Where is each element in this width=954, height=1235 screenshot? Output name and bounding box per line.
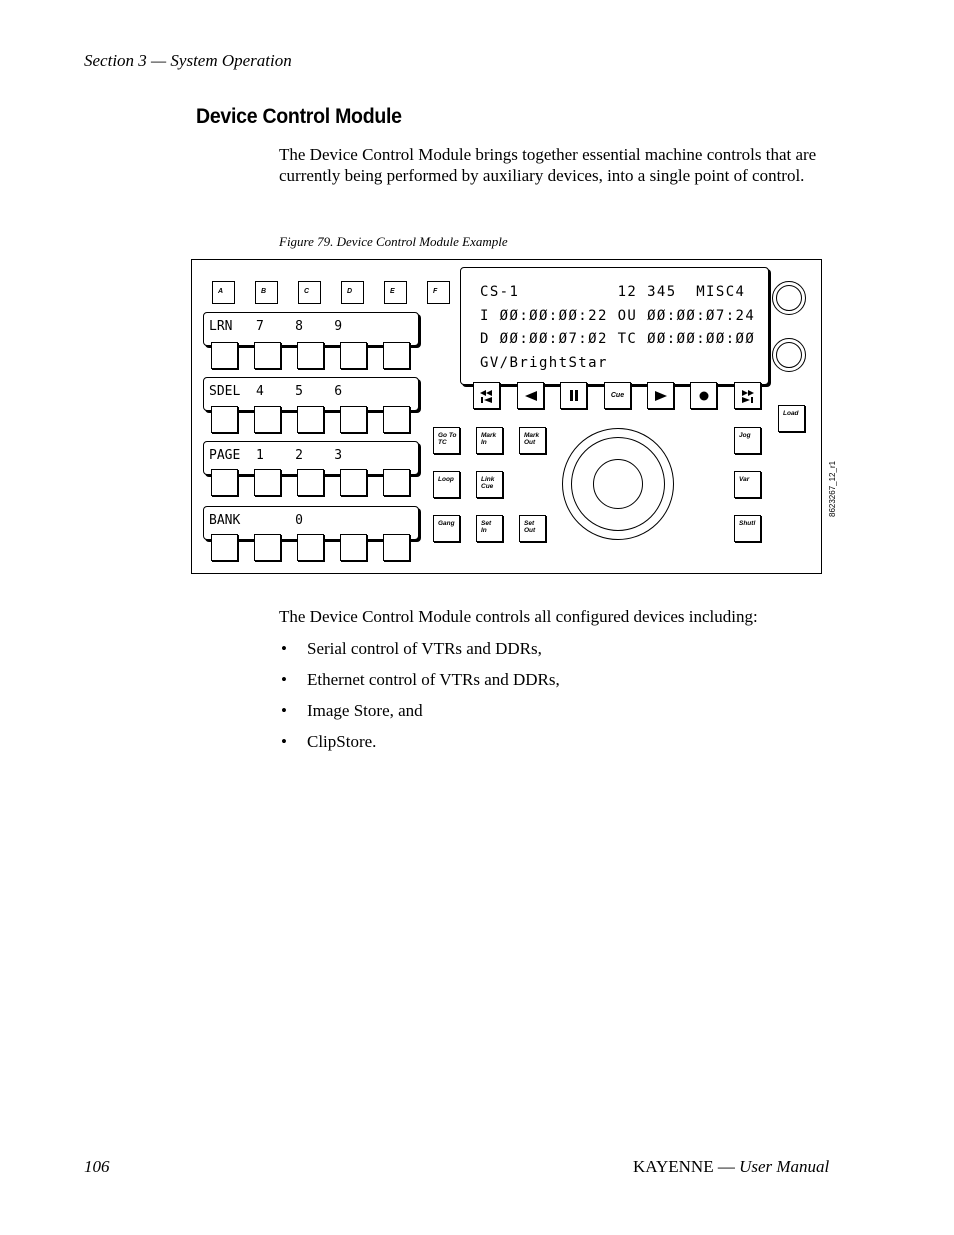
keypad-button[interactable] [254,469,281,496]
mark-in-label: Mark In [481,432,497,446]
rewind-to-start-button[interactable] [473,382,500,409]
mark-out-button[interactable] [519,427,546,454]
keypad-button[interactable] [297,406,324,433]
mark-in-button[interactable] [476,427,503,454]
knob-top-inner [776,285,802,311]
reverse-play-button[interactable] [517,382,544,409]
lcd-line-name: GV/BrightStar [480,355,608,371]
set-in-label: Set In [481,520,492,534]
gang-button[interactable] [433,515,460,542]
section-heading: Device Control Module [196,105,402,128]
device-control-module-figure [191,259,837,574]
figure-code: 8623267_12_r1 [828,460,837,517]
keypad-button[interactable] [297,534,324,561]
lcd-line-in-out: I ØØ:ØØ:ØØ:22 OU ØØ:ØØ:Ø7:24 [480,308,756,324]
button-b-label: B [261,288,267,295]
lcd-line-duration-tc: D ØØ:ØØ:Ø7:Ø2 TC ØØ:ØØ:ØØ:ØØ [480,331,756,347]
shuttle-button[interactable] [734,515,761,542]
button-d[interactable] [341,281,364,304]
keypad-button[interactable] [254,534,281,561]
play-button[interactable] [647,382,674,409]
reverse-play-icon [525,391,537,401]
keypad-button[interactable] [383,406,410,433]
keypad-button[interactable] [340,406,367,433]
var-button[interactable] [734,471,761,498]
rewind-to-start-icon [479,389,494,403]
knob-bottom[interactable] [772,338,806,372]
go-to-tc-label: Go To TC [438,432,457,446]
keypad-button[interactable] [254,342,281,369]
devices-lead-text: The Device Control Module controls all configured devices including: [279,607,758,626]
shuttle-label: Shutl [739,520,756,527]
strip-page-text: PAGE 1 2 3 [209,448,343,463]
load-button[interactable] [778,405,805,432]
keypad-button[interactable] [211,406,238,433]
lcd-display [460,267,769,385]
button-c[interactable] [298,281,321,304]
record-button[interactable] [690,382,717,409]
footer-title [633,1157,829,1177]
button-e-label: E [390,288,395,295]
keypad-button[interactable] [211,534,238,561]
link-cue-label: Link Cue [481,476,495,490]
keypad-button[interactable] [340,342,367,369]
strip-sdel-text: SDEL 4 5 6 [209,384,343,399]
keypad-button[interactable] [383,469,410,496]
keypad-button[interactable] [340,534,367,561]
load-label: Load [783,410,799,417]
list-item: • Image Store, and [279,701,560,732]
jog-wheel[interactable] [562,428,674,540]
button-b[interactable] [255,281,278,304]
list-item: • Serial control of VTRs and DDRs, [279,639,560,670]
fast-forward-to-end-button[interactable] [734,382,761,409]
play-icon [655,391,667,401]
var-label: Var [739,476,750,483]
list-item: • ClipStore. [279,732,560,763]
strip-lrn-text: LRN 7 8 9 [209,319,343,334]
gang-label: Gang [438,520,455,527]
button-a[interactable] [212,281,235,304]
keypad-button[interactable] [211,342,238,369]
keypad-button[interactable] [211,469,238,496]
strip-lrn [203,312,419,346]
knob-bottom-inner [776,342,802,368]
button-f-label: F [433,288,438,295]
keypad-button[interactable] [297,342,324,369]
pause-button[interactable] [560,382,587,409]
list-item: • Ethernet control of VTRs and DDRs, [279,670,560,701]
keypad-button[interactable] [383,534,410,561]
button-c-label: C [304,288,310,295]
button-d-label: D [347,288,353,295]
go-to-tc-button[interactable] [433,427,460,454]
button-f[interactable] [427,281,450,304]
jog-label: Jog [739,432,751,439]
cue-button[interactable] [604,382,631,409]
page-number: 106 [84,1157,110,1176]
fast-forward-to-end-icon [740,389,755,403]
keypad-button[interactable] [254,406,281,433]
loop-button[interactable] [433,471,460,498]
pause-icon [569,390,579,401]
set-out-button[interactable] [519,515,546,542]
keypad-button[interactable] [297,469,324,496]
manual-name: User Manual [739,1157,830,1176]
loop-label: Loop [438,476,454,483]
set-out-label: Set Out [524,520,536,534]
mark-out-label: Mark Out [524,432,540,446]
record-icon [699,391,709,401]
lcd-line-device: CS-1 12 345 MISC4 [480,284,746,300]
set-in-button[interactable] [476,515,503,542]
devices-list [279,639,560,763]
link-cue-button[interactable] [476,471,503,498]
jog-wheel-center [593,459,643,509]
keypad-button[interactable] [383,342,410,369]
cue-label: Cue [610,392,625,399]
button-e[interactable] [384,281,407,304]
jog-wheel-ring [571,437,665,531]
intro-paragraph: The Device Control Module brings together essential machine controls that are currently being performed by auxiliary devices, into a single point of control. [279,145,817,185]
figure-caption: Figure 79. Device Control Module Example [279,234,508,249]
keypad-button[interactable] [340,469,367,496]
knob-top[interactable] [772,281,806,315]
product-name: KAYENNE [633,1157,714,1176]
jog-button[interactable] [734,427,761,454]
strip-bank-text: BANK 0 [209,513,303,528]
button-a-label: A [218,288,224,295]
section-header: Section 3 — System Operation [84,51,292,70]
footer-separator: — [713,1157,740,1176]
